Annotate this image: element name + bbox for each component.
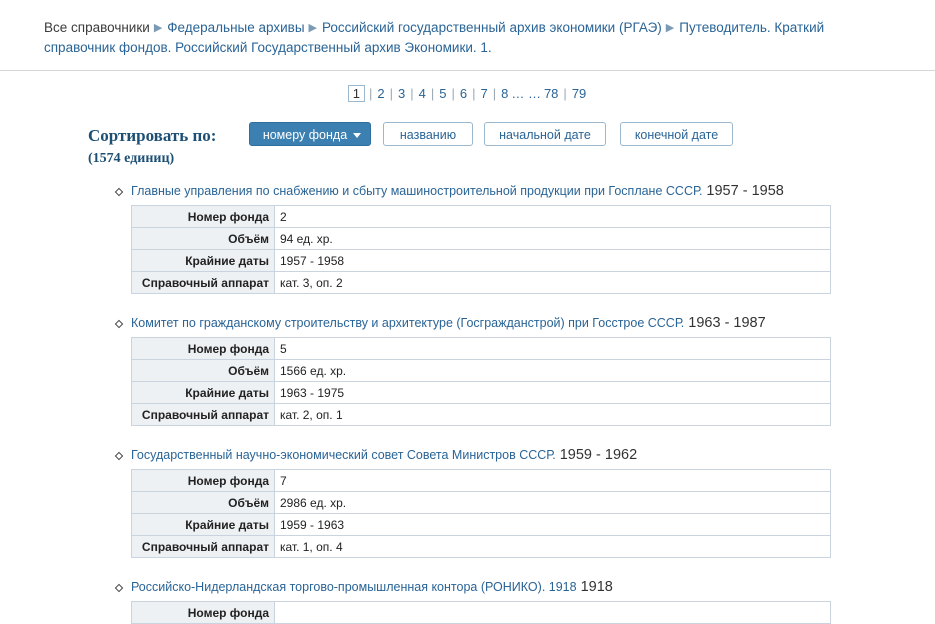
fund-volume-label: Объём <box>132 492 275 514</box>
fund-header <box>112 182 935 205</box>
table-row <box>132 404 831 426</box>
fund-dates-value: 1963 - 1975 <box>275 382 831 404</box>
chevron-right-icon: ▶ <box>308 22 317 34</box>
fund-apparatus-label: Справочный аппарат <box>132 404 275 426</box>
sort-by-name-button[interactable]: названию <box>383 122 473 146</box>
list-item <box>0 182 935 294</box>
table-row <box>132 492 831 514</box>
fund-header <box>112 446 935 469</box>
fund-table <box>131 469 831 558</box>
table-row <box>132 338 831 360</box>
page-divider: | <box>430 86 435 101</box>
breadcrumb-item-federal-archives[interactable]: Федеральные архивы <box>167 20 305 35</box>
fund-list <box>0 174 935 624</box>
fund-apparatus-value: кат. 1, оп. 4 <box>275 536 831 558</box>
fund-header <box>112 578 935 601</box>
fund-years: 1957 - 1958 <box>706 183 784 199</box>
chevron-right-icon: ▶ <box>665 22 675 34</box>
fund-years: 1959 - 1962 <box>559 447 638 463</box>
page-link-78[interactable]: 78 <box>543 86 559 101</box>
page-link-4[interactable]: 4 <box>418 86 426 101</box>
fund-apparatus-value: кат. 3, оп. 2 <box>275 272 831 294</box>
fund-table <box>131 205 831 294</box>
fund-volume-value: 94 ед. хр. <box>275 228 831 250</box>
fund-years: 1918 <box>580 579 613 595</box>
list-item <box>0 578 935 624</box>
fund-number-value <box>275 602 831 624</box>
fund-number-value: 2 <box>275 206 831 228</box>
fund-number-label: Номер фонда <box>132 470 275 492</box>
table-row <box>132 602 831 624</box>
fund-table <box>131 601 831 624</box>
sort-by-end-date-button[interactable]: конечной дате <box>620 122 733 146</box>
fund-dates-label: Крайние даты <box>132 514 275 536</box>
page-link-8[interactable]: 8 <box>501 86 509 101</box>
table-row <box>132 360 831 382</box>
fund-dates-label: Крайние даты <box>132 250 275 272</box>
breadcrumb-item-rgae[interactable]: Российский государственный архив экономики (РГАЭ) <box>322 20 662 35</box>
fund-volume-value: 1566 ед. хр. <box>275 360 831 382</box>
breadcrumb-item-guide[interactable]: Путеводитель. Краткий справочник фондов. Российский Государственный архив Экономики. 1. <box>44 20 825 55</box>
fund-title-link[interactable]: Комитет по гражданскому строительству и архитектуре (Госгражданстрой) при Госстрое СССР. <box>131 316 685 330</box>
page-link-5[interactable]: 5 <box>439 86 447 101</box>
sort-label: Сортировать по: <box>88 126 217 145</box>
breadcrumb <box>0 0 914 58</box>
page-divider: | <box>472 86 476 101</box>
page-divider: | <box>451 86 455 101</box>
units-count: (1574 единиц) <box>88 151 175 166</box>
table-row <box>132 470 831 492</box>
breadcrumb-item-all[interactable]: Все справочники <box>44 20 150 35</box>
list-item <box>0 314 935 426</box>
list-item <box>0 446 935 558</box>
fund-table <box>131 337 831 426</box>
chevron-right-icon: ▶ <box>153 22 163 34</box>
fund-title-link[interactable]: Российско-Нидерландская торгово-промышленная контора (РОНИКО). 1918 <box>131 580 577 594</box>
page-link-2[interactable]: 2 <box>377 86 385 101</box>
fund-apparatus-value: кат. 2, оп. 1 <box>275 404 831 426</box>
page-link-7[interactable]: 7 <box>480 86 488 101</box>
sort-bar <box>0 118 935 174</box>
fund-title-link[interactable]: Государственный научно-экономический совет Совета Министров СССР. <box>131 448 556 462</box>
fund-number-label: Номер фонда <box>132 338 275 360</box>
fund-volume-label: Объём <box>132 360 275 382</box>
fund-number-value: 5 <box>275 338 831 360</box>
page-link-3[interactable]: 3 <box>397 86 406 101</box>
page-link-79[interactable]: 79 <box>571 86 587 101</box>
page-divider: | <box>368 86 373 101</box>
fund-number-value: 7 <box>275 470 831 492</box>
page-divider: | <box>410 86 414 101</box>
fund-dates-value: 1959 - 1963 <box>275 514 831 536</box>
page-link-6[interactable]: 6 <box>459 86 468 101</box>
fund-volume-value: 2986 ед. хр. <box>275 492 831 514</box>
fund-dates-label: Крайние даты <box>132 382 275 404</box>
fund-years: 1963 - 1987 <box>688 315 766 331</box>
page-divider: | <box>492 86 497 101</box>
fund-apparatus-label: Справочный аппарат <box>132 272 275 294</box>
chevron-down-icon <box>353 133 361 138</box>
fund-volume-label: Объём <box>132 228 275 250</box>
sort-by-fund-number-label: номеру фонда <box>262 128 348 142</box>
table-row <box>132 206 831 228</box>
fund-title-link[interactable]: Главные управления по снабжению и сбыту машиностроительной продукции при Госплане СССР. <box>131 184 703 198</box>
table-row <box>132 228 831 250</box>
fund-dates-value: 1957 - 1958 <box>275 250 831 272</box>
table-row <box>132 250 831 272</box>
page-current[interactable]: 1 <box>348 85 365 102</box>
page-divider: | <box>563 86 567 101</box>
sort-by-fund-number-button[interactable] <box>249 122 371 146</box>
table-row <box>132 272 831 294</box>
table-row <box>132 514 831 536</box>
pagination <box>0 71 935 102</box>
fund-header <box>112 314 935 337</box>
table-row <box>132 382 831 404</box>
sort-by-start-date-button[interactable]: начальной дате <box>484 122 606 146</box>
table-row <box>132 536 831 558</box>
page-divider: | <box>389 86 393 101</box>
fund-number-label: Номер фонда <box>132 206 275 228</box>
fund-apparatus-label: Справочный аппарат <box>132 536 275 558</box>
fund-number-label: Номер фонда <box>132 602 275 624</box>
page-ellipsis: … … <box>511 86 541 101</box>
